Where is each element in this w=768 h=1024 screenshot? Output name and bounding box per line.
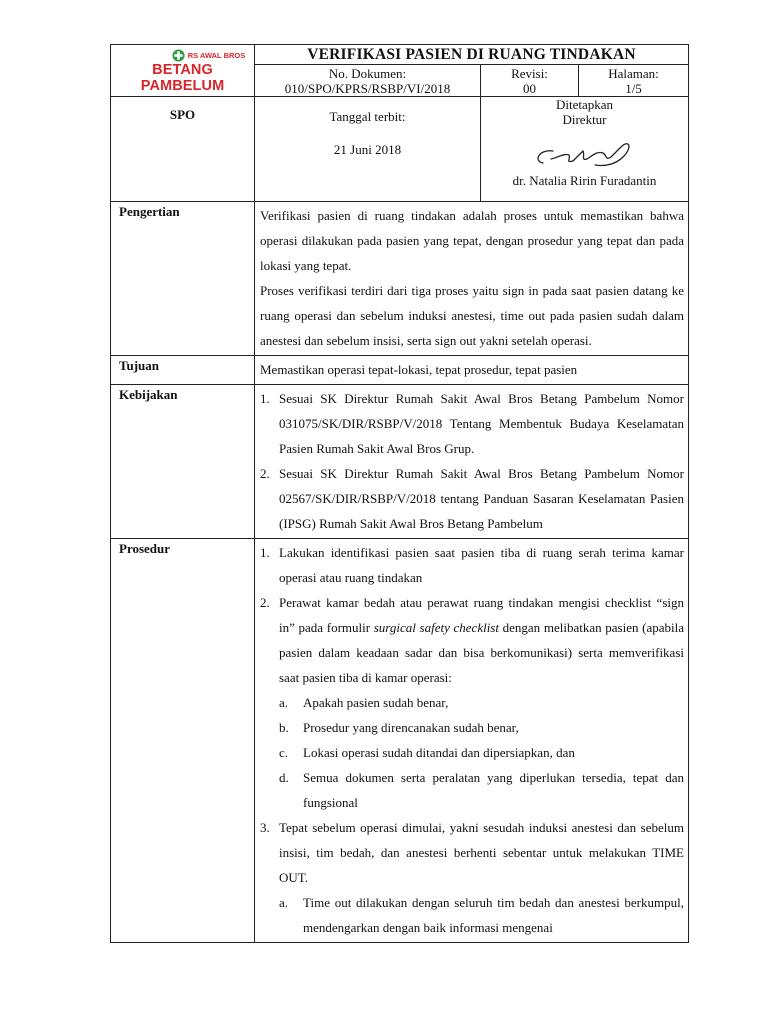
issue-date-cell	[255, 97, 481, 202]
kebijakan-item-text: Sesuai SK Direktur Rumah Sakit Awal Bros Betang Pambelum Nomor 031075/SK/DIR/RSBP/V/2018 Tentang Membentuk Budaya Keselamatan Pasien Rumah Sakit Awal Bros Grup.	[279, 391, 684, 456]
sub-letter: a.	[279, 895, 289, 910]
list-number: 1.	[260, 391, 270, 406]
section-kebijakan	[255, 385, 689, 539]
director-signature	[525, 133, 645, 173]
sub-letter: c.	[279, 745, 289, 760]
approval-cell	[481, 97, 689, 202]
sub-item	[279, 690, 684, 715]
prosedur-item	[260, 815, 684, 940]
pengertian-paragraph-1: Verifikasi pasien di ruang tindakan adalah proses untuk memastikan bahwa operasi dilakukan pada pasien yang tepat, dengan prosedur yang tepat dan pada lokasi yang tepat.	[260, 208, 684, 273]
section-pengertian	[255, 202, 689, 356]
document-title: VERIFIKASI PASIEN DI RUANG TINDAKAN	[255, 45, 689, 65]
sub-letter: b.	[279, 720, 289, 735]
sub-item	[279, 740, 684, 765]
logo-small-text: RS AWAL BROS	[187, 51, 246, 60]
spo-label: SPO	[111, 97, 255, 202]
cross-logo-icon	[172, 49, 185, 62]
section-prosedur	[255, 539, 689, 943]
section-label-tujuan: Tujuan	[111, 356, 255, 385]
hospital-logo	[111, 45, 255, 97]
issue-date-value: 21 Juni 2018	[333, 142, 402, 157]
sub-item-text: Time out dilakukan dengan seluruh tim bedah dan anestesi berkumpul, mendengarkan dengan baik informasi mengenai	[303, 895, 684, 935]
sub-letter: a.	[279, 695, 289, 710]
prosedur-item-text-italic: surgical safety checklist	[373, 620, 499, 635]
section-label-prosedur: Prosedur	[111, 539, 255, 943]
revision-label: Revisi:	[511, 65, 548, 81]
section-label-pengertian: Pengertian	[111, 202, 255, 356]
sub-item	[279, 715, 684, 740]
revision-cell	[481, 65, 579, 97]
page-label: Halaman:	[608, 65, 659, 81]
approved-label: Ditetapkan	[555, 97, 614, 112]
prosedur-item-text-b: dengan melibatkan pasien (apabila pasien dalam keadaan sadar dan bisa berkomunikasi) serta memverifikasi saat pasien tiba di kamar operasi:	[279, 620, 684, 685]
doc-number-cell	[255, 65, 481, 97]
list-number: 2.	[260, 466, 270, 481]
revision-value: 00	[523, 80, 536, 96]
kebijakan-item-text: Sesuai SK Direktur Rumah Sakit Awal Bros Betang Pambelum Nomor 02567/SK/DIR/RSBP/V/2018 tentang Panduan Sasaran Keselamatan Pasien (IPSG) Rumah Sakit Awal Bros Betang Pambelum	[279, 466, 684, 531]
prosedur-item-text-a: Perawat kamar bedah atau perawat ruang tindakan mengisi checklist “sign in” pada formulir	[279, 595, 684, 635]
sop-document	[110, 44, 688, 943]
sub-item-text: Prosedur yang direncanakan sudah benar,	[303, 720, 519, 735]
list-number: 2.	[260, 595, 270, 610]
section-tujuan: Memastikan operasi tepat-lokasi, tepat prosedur, tepat pasien	[255, 356, 689, 385]
sub-letter: d.	[279, 770, 289, 785]
prosedur-item	[260, 540, 684, 590]
sub-item-text: Apakah pasien sudah benar,	[303, 695, 449, 710]
sub-item-text: Lokasi operasi sudah ditandai dan dipersiapkan, dan	[303, 745, 575, 760]
list-number: 3.	[260, 820, 270, 835]
prosedur-item-text: Lakukan identifikasi pasien saat pasien tiba di ruang serah terima kamar operasi atau ruang tindakan	[279, 545, 684, 585]
issue-date-label: Tanggal terbit:	[329, 109, 406, 124]
doc-number-value: 010/SPO/KPRS/RSBP/VI/2018	[284, 80, 451, 96]
kebijakan-item	[260, 386, 684, 461]
sub-item	[279, 765, 684, 815]
kebijakan-item	[260, 461, 684, 536]
director-name: dr. Natalia Ririn Furadantin	[512, 173, 657, 188]
logo-main-text: BETANG PAMBELUM	[140, 62, 225, 94]
sub-item	[279, 890, 684, 940]
list-number: 1.	[260, 545, 270, 560]
pengertian-paragraph-2: Proses verifikasi terdiri dari tiga proses yaitu sign in pada saat pasien datang ke ruang operasi dan sebelum induksi anestesi, time out pada pasien sudah dalam anestesi dan sebelum insisi, serta sign out yakni setelah operasi.	[260, 283, 684, 348]
prosedur-item-text: Tepat sebelum operasi dimulai, yakni sesudah induksi anestesi dan sebelum insisi, tim bedah, dan anestesi berhenti sebentar untuk melakukan TIME OUT.	[279, 820, 684, 885]
page-value: 1/5	[625, 80, 642, 96]
sub-item-text: Semua dokumen serta peralatan yang diperlukan tersedia, tepat dan fungsional	[303, 770, 684, 810]
prosedur-item	[260, 590, 684, 815]
section-label-kebijakan: Kebijakan	[111, 385, 255, 539]
sop-table	[110, 44, 689, 943]
director-title: Direktur	[562, 112, 607, 127]
doc-number-label: No. Dokumen:	[328, 65, 407, 81]
page-cell	[579, 65, 689, 97]
